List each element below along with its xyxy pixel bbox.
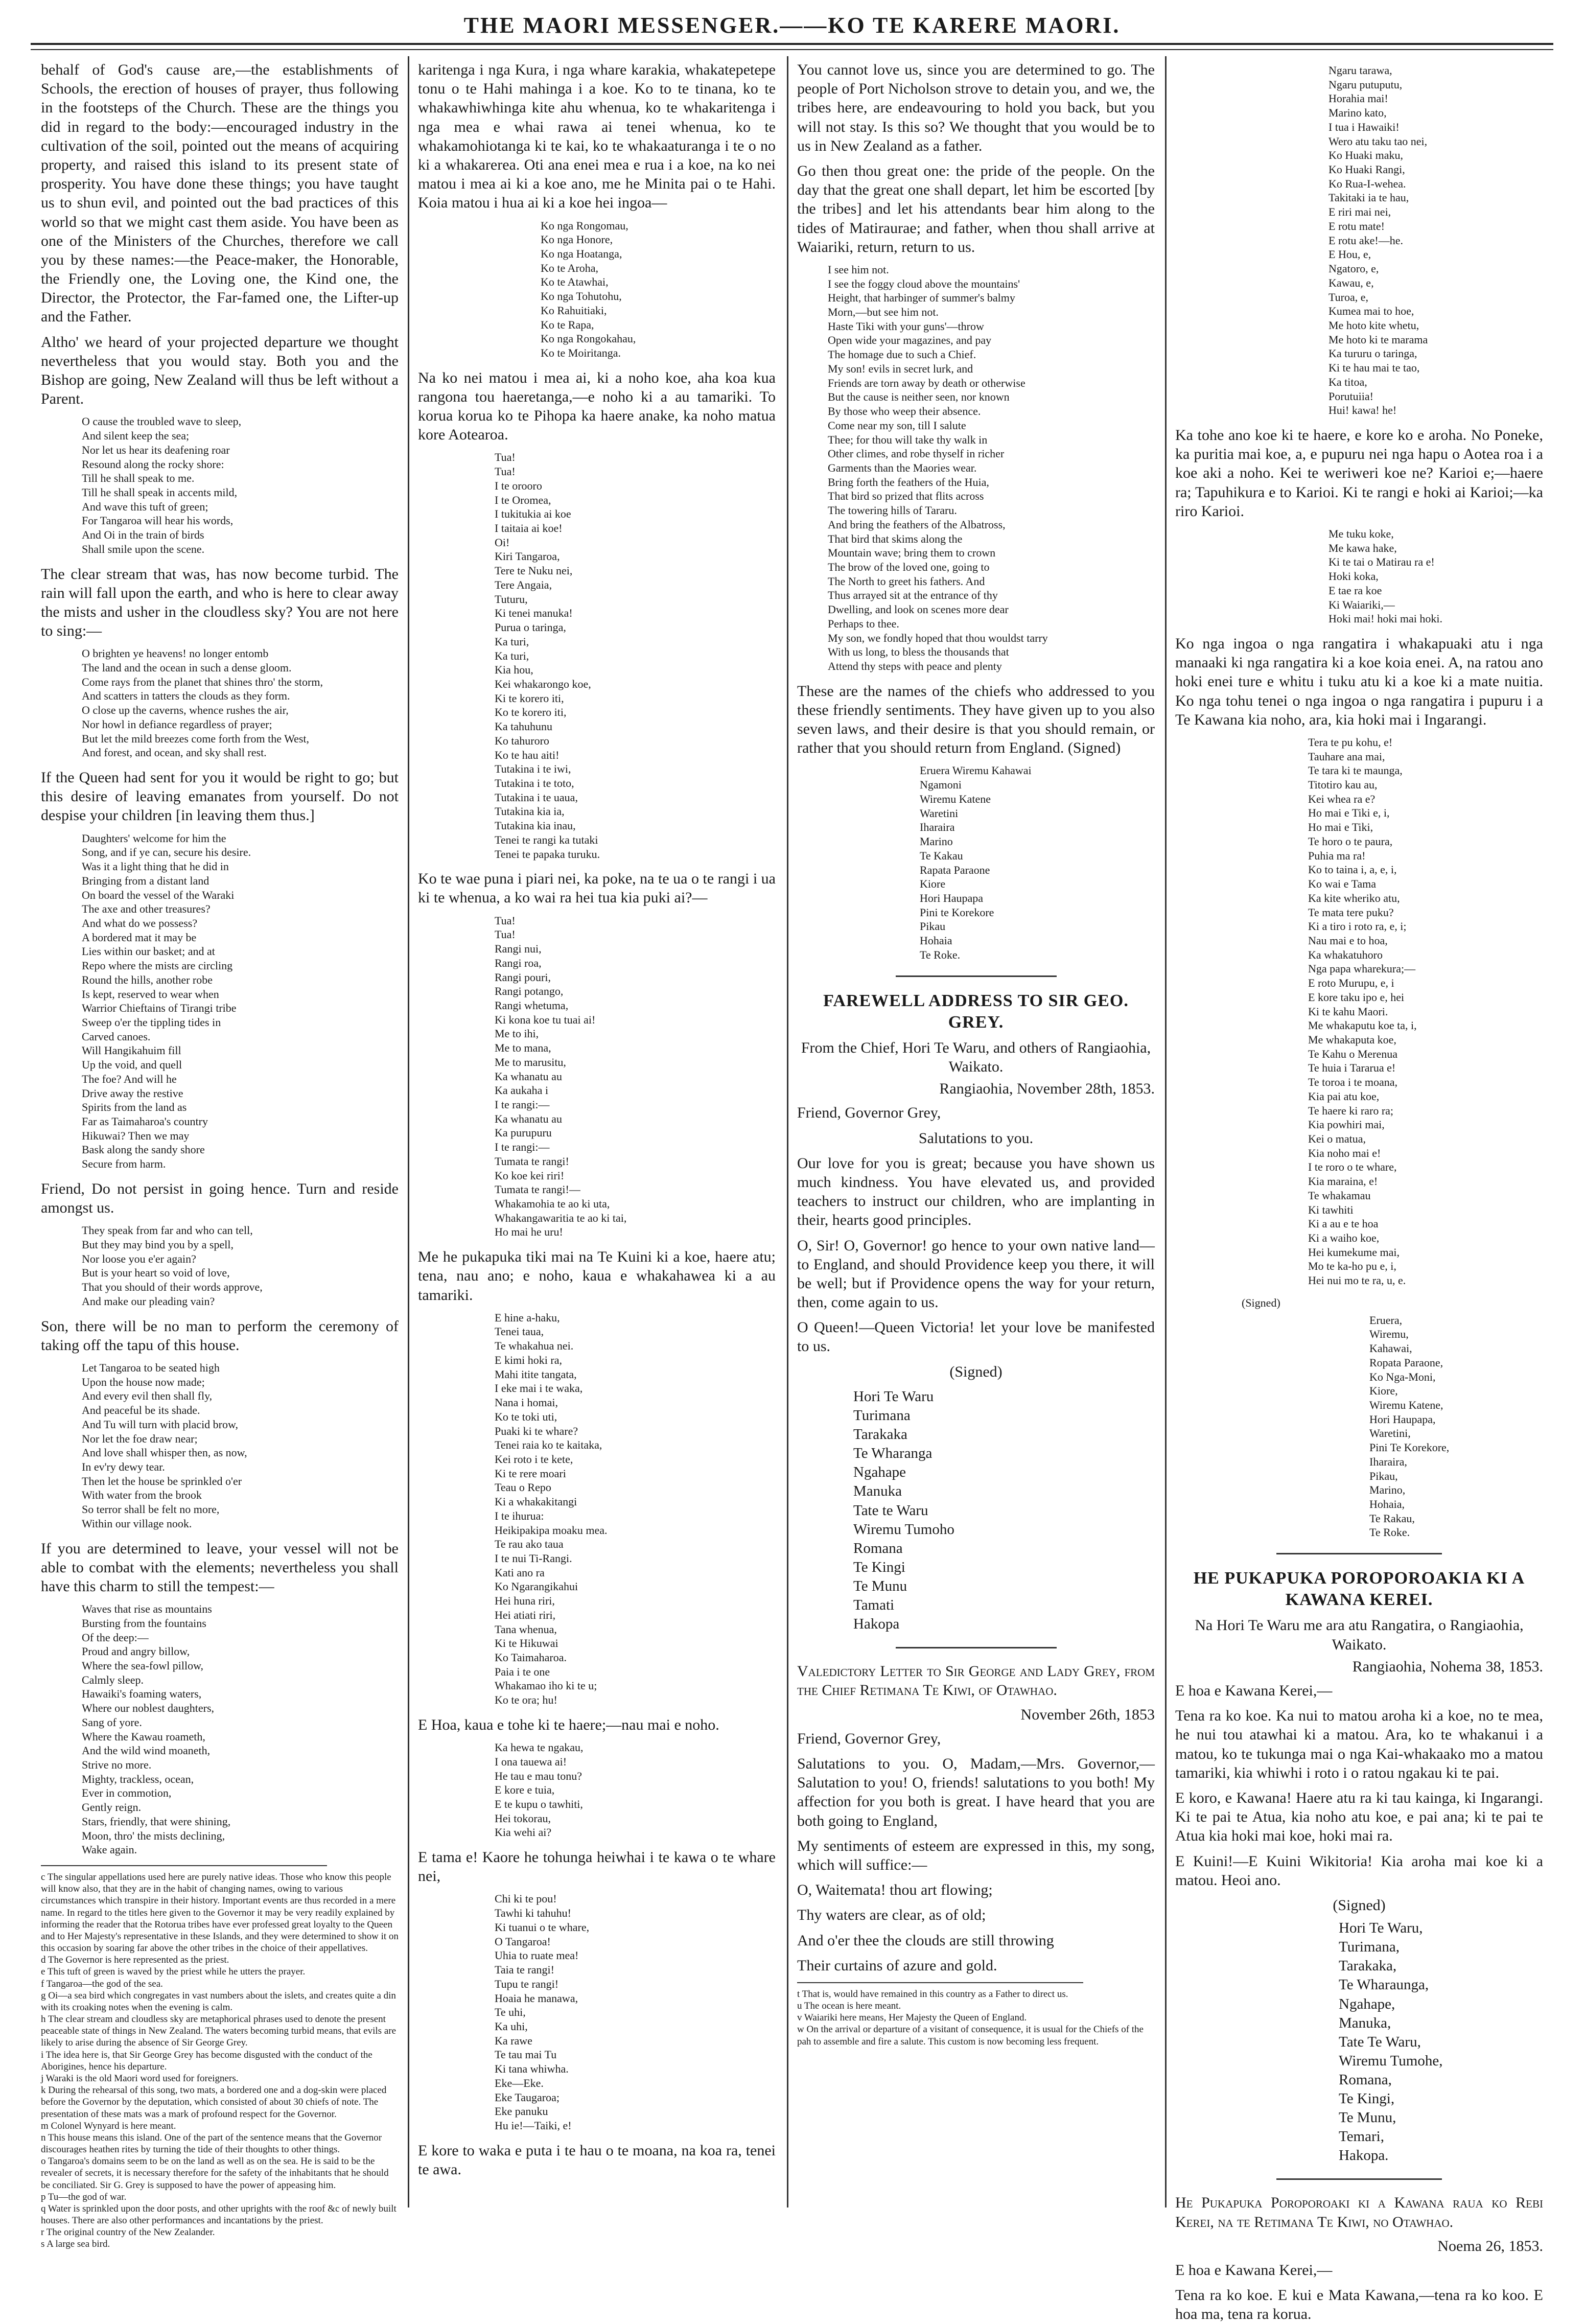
verse: Waves that rise as mountains Bursting from the fountains Of the deep:— Proud and angry billow, Where the sea-fowl pillow, Calmly sleep. Hawaiki's foaming waters, Where our noblest daughters, Sang of yore. Where the Kawau roameth, And the wild wind moaneth, Strive no more. Mighty, trackless, ocean, Ever in commotion, Gently reign. Stars, friendly, that were shining, Moon, thro' the mists declining, Wake again. xyxy=(82,1602,231,1856)
signatures: Hori Te Waru Turimana Tarakaka Te Wharanga Ngahape Manuka Tate te Waru Wiremu Tumoho Romana Te Kingi Te Munu Tamati Hakopa xyxy=(853,1388,954,1633)
verse: E hine a-haku, Tenei taua, Te whakahua nei. E kimi hoki ra, Mahi itite tangata, I eke mai i te waka, Nana i homai, Ko te toki uti, Puaki ki te whare? Tenei raia ko te kaitaka, Kei roto i te kete, Ki te rere moari Teau o Repo Ki a whakakitangi I te ihurua: Heikipakipa moaku mea. Te rau ako taua I te nui Ti-Rangi. Kati ano ra Ko Ngarangikahui Hei huna riri, Hei atiati riri, Tana whenua, Ki te Hikuwai Ko Taimaharoa. Paia i te one Whakamao iho ki te u; Ko te ora; hu! xyxy=(495,1311,608,1707)
salutation: Salutations to you. xyxy=(918,1129,1034,1147)
column-1 xyxy=(41,60,399,2250)
paragraph: Ko te wae puna i piari nei, ka poke, na te ua o te rangi i ua ki te whenua, a ko wai ra hei tua kia puki ai?— xyxy=(418,870,776,907)
section-rule xyxy=(1276,1553,1442,1554)
footnotes: c The singular appellations used here are purely native ideas. Those who know this people will know also, that they are in the habit of changing names, owing to various circumstances which transpire in their history. Important events are thus recorded in a mere name. In regard to the titles here given to the Governor it may be very readily explained by informing the reader that the Rotorua tribes have ever professed great loyalty to the Queen and to Her Majesty's representative in these Islands, and they were determined to show it on this occasion by soaring far above the other tribes in the choice of their appellatives. d The Governor is here represented as the priest. e This tuft of green is waved by the priest while he utters the prayer. f Tangaroa—the god of the sea. g Oi—a sea bird which congregates in vast numbers about the islets, and creates quite a din with its croaking notes when the evening is calm. h The clear stream and cloudless sky are metaphorical phrases used to denote the present peaceable state of things in New Zealand. The waters becoming turbid means, that evils are likely to arise during the absence of Sir George Grey. i The idea here is, that Sir George Grey has become disgusted with the conduct of the Aborigines, hence his departure. j Waraki is the old Maori word used for foreigners. k During the rehearsal of this song, two mats, a bordered one and a dog-skin were placed before the Governor by the deputation, which consisted of about 30 chiefs of note. The presentation of these mats was a mark of profound respect for the Governor. m Colonel Wynyard is here meant. n This house means this island. One of the part of the sentence means that the Governor discourages heathen rites by turning the tide of their thoughts to other things. o Tangaroa's domains seem to be on the land as well as on the sea. He is said to be the revealer of secrets, it is necessary therefore for the safety of the inhabitants that he should be conciliated. Sir G. Grey is supposed to have the power of appeasing him. p Tu—the god of war. q Water is sprinkled upon the door posts, and other uprights with the roof &c of newly built houses. There are also other performances and incantations by the priest. r The original country of the New Zealander. s A large sea bird. xyxy=(41,1872,399,2250)
paragraph: You cannot love us, since you are determined to go. The people of Port Nicholson strove to detain you, and we, the tribes here, are endeavouring to hold you back, but you will not stay. Is this so? We thought that you would be to us in New Zealand as a father. xyxy=(797,61,1155,154)
song-line: O, Waitemata! thou art flowing; xyxy=(797,1881,993,1899)
section-rule xyxy=(896,975,1057,977)
paragraph: Na ko nei matou i mea ai, ki a noho koe, aha koa kua rangona tou haeretanga,—e noho ki a au tamariki. To korua korua ko te Pihopa ka haere anake, ka noho matua kore Aotearoa. xyxy=(418,369,776,444)
verse: O brighten ye heavens! no longer entomb The land and the ocean in such a dense gloom. Come rays from the planet that shines thro' the storm, And scatters in tatters the clouds as they form. O close up the caverns, whence rushes the air, Nor howl in defiance regardless of prayer; But let the mild breezes come forth from the West, And forest, and ocean, and sky shall rest. xyxy=(82,647,323,759)
masthead-rule-bottom xyxy=(31,49,1553,50)
paragraph: O Queen!—Queen Victoria! let your love be manifested to us. xyxy=(797,1319,1155,1355)
article-date: November 26th, 1853 xyxy=(1020,1706,1155,1723)
signed-label: (Signed) xyxy=(949,1363,1003,1380)
article-heading: Valedictory Letter to Sir George and Lady Grey, from the Chief Retimana Te Kiwi, of Otawhao. xyxy=(797,1663,1155,1699)
article-subheading: Na Hori Te Waru me ara atu Rangatira, o Rangiaohia, Waikato. xyxy=(1195,1617,1524,1653)
footnote-rule xyxy=(41,1865,327,1866)
signed-label: (Signed) xyxy=(1242,1296,1280,1309)
column-2 xyxy=(418,60,776,2201)
paragraph: Our love for you is great; because you have shown us much kindness. You have elevated us, and provided teachers to instruct our children, who are implanting in their, hearts good principles. xyxy=(797,1154,1155,1229)
column-divider xyxy=(787,56,788,2207)
verse: Let Tangaroa to be seated high Upon the house now made; And every evil then shall fly, And peaceful be its shade. And Tu will turn with placid brow, Nor let the foe draw near; And love shall whisper then, as now, In ev'ry dewy tear. Then let the house be sprinkled o'er With water from the brook So terror shall be felt no more, Within our village nook. xyxy=(82,1361,247,1530)
paragraph: E koro, e Kawana! Haere atu ra ki tau kainga, ki Ingarangi. Ki te pai te Atua, kia noho atu koe, e pai ana; ki te pai te Atua kia hoki mai koe, hoki mai ra. xyxy=(1175,1789,1543,1845)
verse: Chi ki te pou! Tawhi ki tahuhu! Ki tuanui o te whare, O Tangaroa! Uhia to ruate mea! Taia te rangi! Tupu te rangi! Hoaia he manawa, Te uhi, Ka uhi, Ka rawe Te tau mai Tu Ki tana whiwha. Eke—Eke. Eke Taugaroa; Eke panuku Hu ie!—Taiki, e! xyxy=(495,1892,590,2132)
verse: Tera te pu kohu, e! Tauhare ana mai, Te tara ki te maunga, Titotiro kau au, Kei whea ra e? Ho mai e Tiki e, i, Ho mai e Tiki, Te horo o te paura, Puhia ma ra! Ko to taina i, a, e, i, Ko wai e Tama Ka kite wheriko atu, Te mata tere puku? Ki a tiro i roto ra, e, i; Nau mai e to hoa, Ka whakatuhoro Nga papa wharekura;— E roto Murupu, e, i E kore taku ipo e, hei Ki te kahu Maori. Me whakaputu koe ta, i, Me whakaputa koe, Te Kahu o Merenua Te huia i Tararua e! Te toroa i te moana, Kia pai atu koe, Te haere ki raro ra; Kia powhiri mai, Kei o matua, Kia noho mai e! I te roro o te whare, Kia maraina, e! Te whakamau Ki tawhiti Ki a au e te hoa Ki a waiho koe, Hei kumekume mai, Mo te ka-ho pu e, i, Hei nui mo te ra, u, e. xyxy=(1308,735,1417,1287)
song-line: Their curtains of azure and gold. xyxy=(797,1957,997,1974)
verse: Tua! Tua! I te oroorо I te Oromea, I tukitukia ai koe I taitaia ai koe! Oi! Kiri Tangaroa, Tere te Nuku nei, Tere Angaia, Tuturu, Ki tenei manuka! Purua o taringa, Ka turi, Ka turi, Kia hou, Kei whakarongo koe, Ki te korero iti, Ko te korero iti, Ka tahuhunu Ko tahuroro Ko te hau aiti! Tutakina i te iwi, Tutakina i te toto, Tutakina i te uaua, Tutakina kia ia, Tutakina kia inau, Tenei te rangi ka tutaki Tenei te papaka turuku. xyxy=(495,451,600,861)
salutation: E hoa e Kawana Kerei,— xyxy=(1175,2262,1333,2279)
paragraph: The clear stream that was, has now become turbid. The rain will fall upon the earth, and who is here to clear away the mists and usher in the cloudless sky? You are not here to sing:— xyxy=(41,565,399,640)
salutation: E hoa e Kawana Kerei,— xyxy=(1175,1682,1333,1699)
paragraph: E Hoa, kaua e tohe ki te haere;—nau mai e noho. xyxy=(418,1716,719,1733)
article-subheading: From the Chief, Hori Te Waru, and others of Rangiaohia, Waikato. xyxy=(801,1039,1151,1076)
paragraph: karitenga i nga Kura, i nga whare karakia, whakatepetepe tonu o te Hahi mahinga i a koe. Ko to te tinana, ko te whakawhiwhinga kite ahu whenua, ko te whakaritenga i nga mea e whai rawa ai tenei whenua, ko te whakamohiotanga ki te kai, ko te whakaaturanga i te o no ki a whakarerea. Oti ana enei mea e rua i a koe, na ko nei matou i mea ai ki a koe ano, me he Minita pai o te Hahi. Koia matou i hua ai ki a koe hei ingoa— xyxy=(418,61,776,212)
masthead: THE MAORI MESSENGER.——KO TE KARERE MAORI. xyxy=(463,13,1121,38)
article-heading: He Pukapuka Poroporoaki ki a Kawana raua ko Rebi Kerei, na te Retimana Te Kiwi, no Otawhao. xyxy=(1175,2194,1543,2230)
verse: O cause the troubled wave to sleep, And silent keep the sea; Nor let us hear its deafening roar Resound along the rocky shore: Till he shall speak to me. Till he shall speak in accents mild, And wave this tuft of green; For Tangaroa will hear his words, And Oi in the train of birds Shall smile upon the scene. xyxy=(82,415,242,555)
verse: Ka hewa te ngakau, I ona tauewa ai! He tau e mau tonu? E kore e tuia, E te kupu o tawhiti, Hei tokorau, Kia wehi ai? xyxy=(495,1741,584,1839)
article-date: Rangiaohia, November 28th, 1853. xyxy=(939,1080,1155,1098)
signatures: Hori Te Waru, Turimana, Tarakaka, Te Wharaunga, Ngahape, Manuka, Tate Te Waru, Wiremu Tumohe, Romana, Te Kingi, Te Munu, Temari, Hakopa. xyxy=(1339,1920,1443,2164)
paragraph: behalf of God's cause are,—the establishments of Schools, the erection of houses of prayer, thus following in the footsteps of the Church. These are the things you did in regard to the body:—encouraged industry in the cultivation of the soil, pointed out the means of acquiring property, and raised this island to its present state of prosperity. You have done these things; you have taught us to shun evil, and pointed out the bad practices of this world so that we might cast them aside. You have been as one of the Ministers of the Churches, therefore we call you by these names:—the Peace-maker, the Honorable, the Friendly one, the Loving one, the Kind one, the Director, the Protector, the Far-famed one, the Lifter-up and the Father. xyxy=(41,61,399,326)
article-date: Noema 26, 1853. xyxy=(1437,2237,1543,2255)
paragraph: Ko nga ingoa o nga rangatira i whakapuaki atu i nga manaaki ki nga rangatira ki a koe koia enei. A, na ratou ano hoki enei ture e whitu i tuku atu ki a koe ki a mate nuitia. Ko nga tohu tenei o nga ingoa o nga rangatira i pupuru i a Te Kawana kia noho, ara, kia hoki mai i Ingarangi. xyxy=(1175,635,1543,728)
paragraph: Ka tohe ano koe ki te haere, e kore ko e aroha. No Poneke, ka puritia mai koe, a, e pupuru nei nga hapu o Aotea roa i a koe aki a noho. Kei te weriweri koe ne? Karioi e;—haere ra; Tapuhikura e to Karioi. Ki te rangi e hoki ai Karioi;—ka riro Karioi. xyxy=(1175,426,1543,520)
paragraph: Son, there will be no man to perform the ceremony of taking off the tapu of this house. xyxy=(41,1317,399,1354)
paragraph: Altho' we heard of your projected departure we thought nevertheless that you would stay. Both you and the Bishop are going, New Zealand will thus be left without a Parent. xyxy=(41,333,399,408)
paragraph: If the Queen had sent for you it would be right to go; but this desire of leaving emanates from yourself. Do not despise your children [in leaving them thus.] xyxy=(41,769,399,824)
verse: Ko nga Rongomau, Ko nga Honore, Ko nga Hoatanga, Ko te Aroha, Ko te Atawhai, Ko nga Tohutohu, Ko Rahuitiaki, Ko te Rapa, Ko nga Rongokahau, Ko te Moiritanga. xyxy=(541,219,636,359)
paragraph: E kore to waka e puta i te hau o te moana, na koa ra, tenei te awa. xyxy=(418,2142,776,2178)
verse: Daughters' welcome for him the Song, and if ye can, secure his desire. Was it a light thing that he did in Bringing from a distant land On board the vessel of the Waraki The axe and other treasures? And what do we possess? A bordered mat it may be Lies within our basket; and at Repo where the mists are circling Round the hills, another robe Is kept, reserved to wear when Warrior Chieftains of Tirangi tribe Sweep o'er the tippling tides in Carved canoes. Will Hangikahuim fill Up the void, and quell The foe? And will he Drive away the restive Spirits from the land as Far as Taimaharoa's country Hikuwai? Then we may Bask along the sandy shore Secure from harm. xyxy=(82,831,251,1171)
article-heading: HE PUKAPUKA POROPOROAKIA KI A KAWANA KEREI. xyxy=(1193,1569,1525,1610)
verse: Me tuku koke, Me kawa hake, Ki te tai o Matirau ra e! Hoki koka, E tae ra koe Ki Waiariki,— Hoki mai! hoki mai hoki. xyxy=(1328,527,1443,625)
signatures: Eruera, Wiremu, Kahawai, Ropata Paraone, Ko Nga-Moni, Kiore, Wiremu Katene, Hori Haupapa, Waretini, Pini Te Korekore, Iharaira, Pikau, Marino, Hohaia, Te Rakau, Te Roke. xyxy=(1369,1313,1450,1539)
paragraph: Tena ra ko koe. Ka nui to matou aroha ki a koe, no te mea, he nui tou atawhai ki a matou. Ara, ko te whakanui i a matou, ko te tukunga mai o nga Kai-whakaako mo a matou tamariki, kia whiwhi i roto i o ratou ngakau ki te pai. xyxy=(1175,1707,1543,1781)
verse: Tua! Tua! Rangi nui, Rangi roa, Rangi pouri, Rangi potango, Rangi whetuma, Ki kona koe tu tuai ai! Me to ihi, Me to mana, Me to marusitu, Ka whanatu au Ka aukaha i I te rangi:— Ka whanatu au Ka purupuru I te rangi:— Tumata te rangi! Ko koe kei riri! Tumata te rangi!— Whakamohia te ao ki uta, Whakangawaritia te ao ki tai, Ho mai he uru! xyxy=(495,914,627,1239)
salutation: Friend, Governor Grey, xyxy=(797,1730,941,1747)
paragraph: E tama e! Kaore he tohunga heiwhai i te kawa o te whare nei, xyxy=(418,1849,776,1885)
salutation: Friend, Governor Grey, xyxy=(797,1104,941,1122)
paragraph: If you are determined to leave, your vessel will not be able to combat with the elements; nevertheless you shall have this charm to still the tempest:— xyxy=(41,1540,399,1595)
article-heading: FAREWELL ADDRESS TO SIR GEO. GREY. xyxy=(823,991,1129,1032)
paragraph: Go then thou great one: the pride of the people. On the day that the great one shall depart, let him be escorted [by the tribes] and let his attendants bear him along to the tides of Matiraurae; and father, when thou shall arrive at Waiariki, return, return to us. xyxy=(797,162,1155,255)
section-rule xyxy=(1276,2178,1442,2180)
verse: They speak from far and who can tell, But they may bind you by a spell, Nor loose you e'er again? But is your heart so void of love, That you should of their words approve, And make our pleading vain? xyxy=(82,1224,263,1308)
song-line: Thy waters are clear, as of old; xyxy=(797,1907,986,1924)
verse: I see him not. I see the foggy cloud above the mountains' Height, that harbinger of summer's balmy Morn,—but see him not. Haste Tiki with your guns'—throw Open wide your magazines, and pay The homage due to such a Chief. My son! evils in secret lurk, and Friends are torn away by death or otherwise But the cause is neither seen, nor known By those who weep their absence. Come near my son, till I salute Thee; for thou will take thy walk in Other climes, and robe thyself in richer Garments than the Maories wear. Bring forth the feathers of the Huia, That bird so prized that flits across The towering hills of Tararu. And bring the feathers of the Albatross, That bird that skims along the Mountain wave; bring them to crown The brow of the loved one, going to The North to greet his fathers. And Thus arrayed sit at the entrance of thy Dwelling, and look on scenes more dear Perhaps to thee. My son, we fondly hoped that thou wouldst tarry With us long, to bless the thousands that Attend thy steps with peace and plenty xyxy=(828,263,1048,672)
paragraph: Friend, Do not persist in going hence. Turn and reside amongst us. xyxy=(41,1180,399,1217)
paragraph: Salutations to you. O, Madam,—Mrs. Governor,—Salutation to you! O, friends! salutations to you both! My affection for you both is great. I have heard that you are both going to England, xyxy=(797,1755,1155,1829)
song-line: And o'er thee the clouds are still throwing xyxy=(797,1932,1054,1949)
masthead-rule-top xyxy=(31,43,1553,45)
paragraph: O, Sir! O, Governor! go hence to your own native land—to England, and should Providence keep you there, it will be well; but if Providence opens the way for your return, then, come again to us. xyxy=(797,1237,1155,1311)
signed-label: (Signed) xyxy=(1333,1896,1386,1914)
paragraph: Me he pukapuka tiki mai na Te Kuini ki a koe, haere atu; tena, nau ano; e noho, kaua e whakahawea ki a au tamariki. xyxy=(418,1248,776,1304)
signatures: Eruera Wiremu Kahawai Ngamoni Wiremu Katene Waretini Iharaira Marino Te Kakau Rapata Paraone Kiore Hori Haupapa Pini te Korekore Pikau Hohaia Te Roke. xyxy=(920,764,1032,961)
paragraph: These are the names of the chiefs who addressed to you these friendly sentiments. They have given up to you also seven laws, and their desire is that you should remain, or rather that you should return from England. (Signed) xyxy=(797,682,1155,757)
paragraph: My sentiments of esteem are expressed in this, my song, which will suffice:— xyxy=(797,1837,1155,1873)
paragraph: E Kuini!—E Kuini Wikitoria! Kia aroha mai koe ki a matou. Heoi ano. xyxy=(1175,1852,1543,1889)
paragraph: Tena ra ko koe. E kui e Mata Kawana,—tena ra ko koo. E hoa ma, tena ra korua. xyxy=(1175,2287,1543,2323)
verse: Ngaru tarawa, Ngaru putuputu, Horahia mai! Marino kato, I tua i Hawaiki! Wero atu taku tao nei, Ko Huaki maku, Ko Huaki Rangi, Ko Rua-I-wehea. Takitaki ia te hau, E riri mai nei, E rotu mate! E rotu ake!—he. E Hou, e, Ngatoro, e, Kawau, e, Turoa, e, Kumea mai to hoe, Me hoto kite whetu, Me hoto ki te marama Ka tururu o taringa, Ki te hau mai te tao, Ka titoa, Porutuiia! Hui! kawa! he! xyxy=(1328,64,1428,417)
column-divider xyxy=(408,56,409,2207)
footnotes: t That is, would have remained in this country as a Father to direct us. u The ocean is here meant. v Waiariki here means, Her Majesty the Queen of England. w On the arrival or departure of a visitant of consequence, it is usual for the Chiefs of the pah to assemble and fire a salute. This custom is now becoming less frequent. xyxy=(797,1988,1144,2047)
column-4 xyxy=(1175,60,1543,2323)
column-3 xyxy=(797,60,1155,2201)
article-date: Rangiaohia, Nohema 38, 1853. xyxy=(1352,1658,1543,1675)
section-rule xyxy=(896,1647,1057,1648)
column-divider xyxy=(1165,56,1167,2207)
footnote-rule xyxy=(797,1982,1083,1983)
